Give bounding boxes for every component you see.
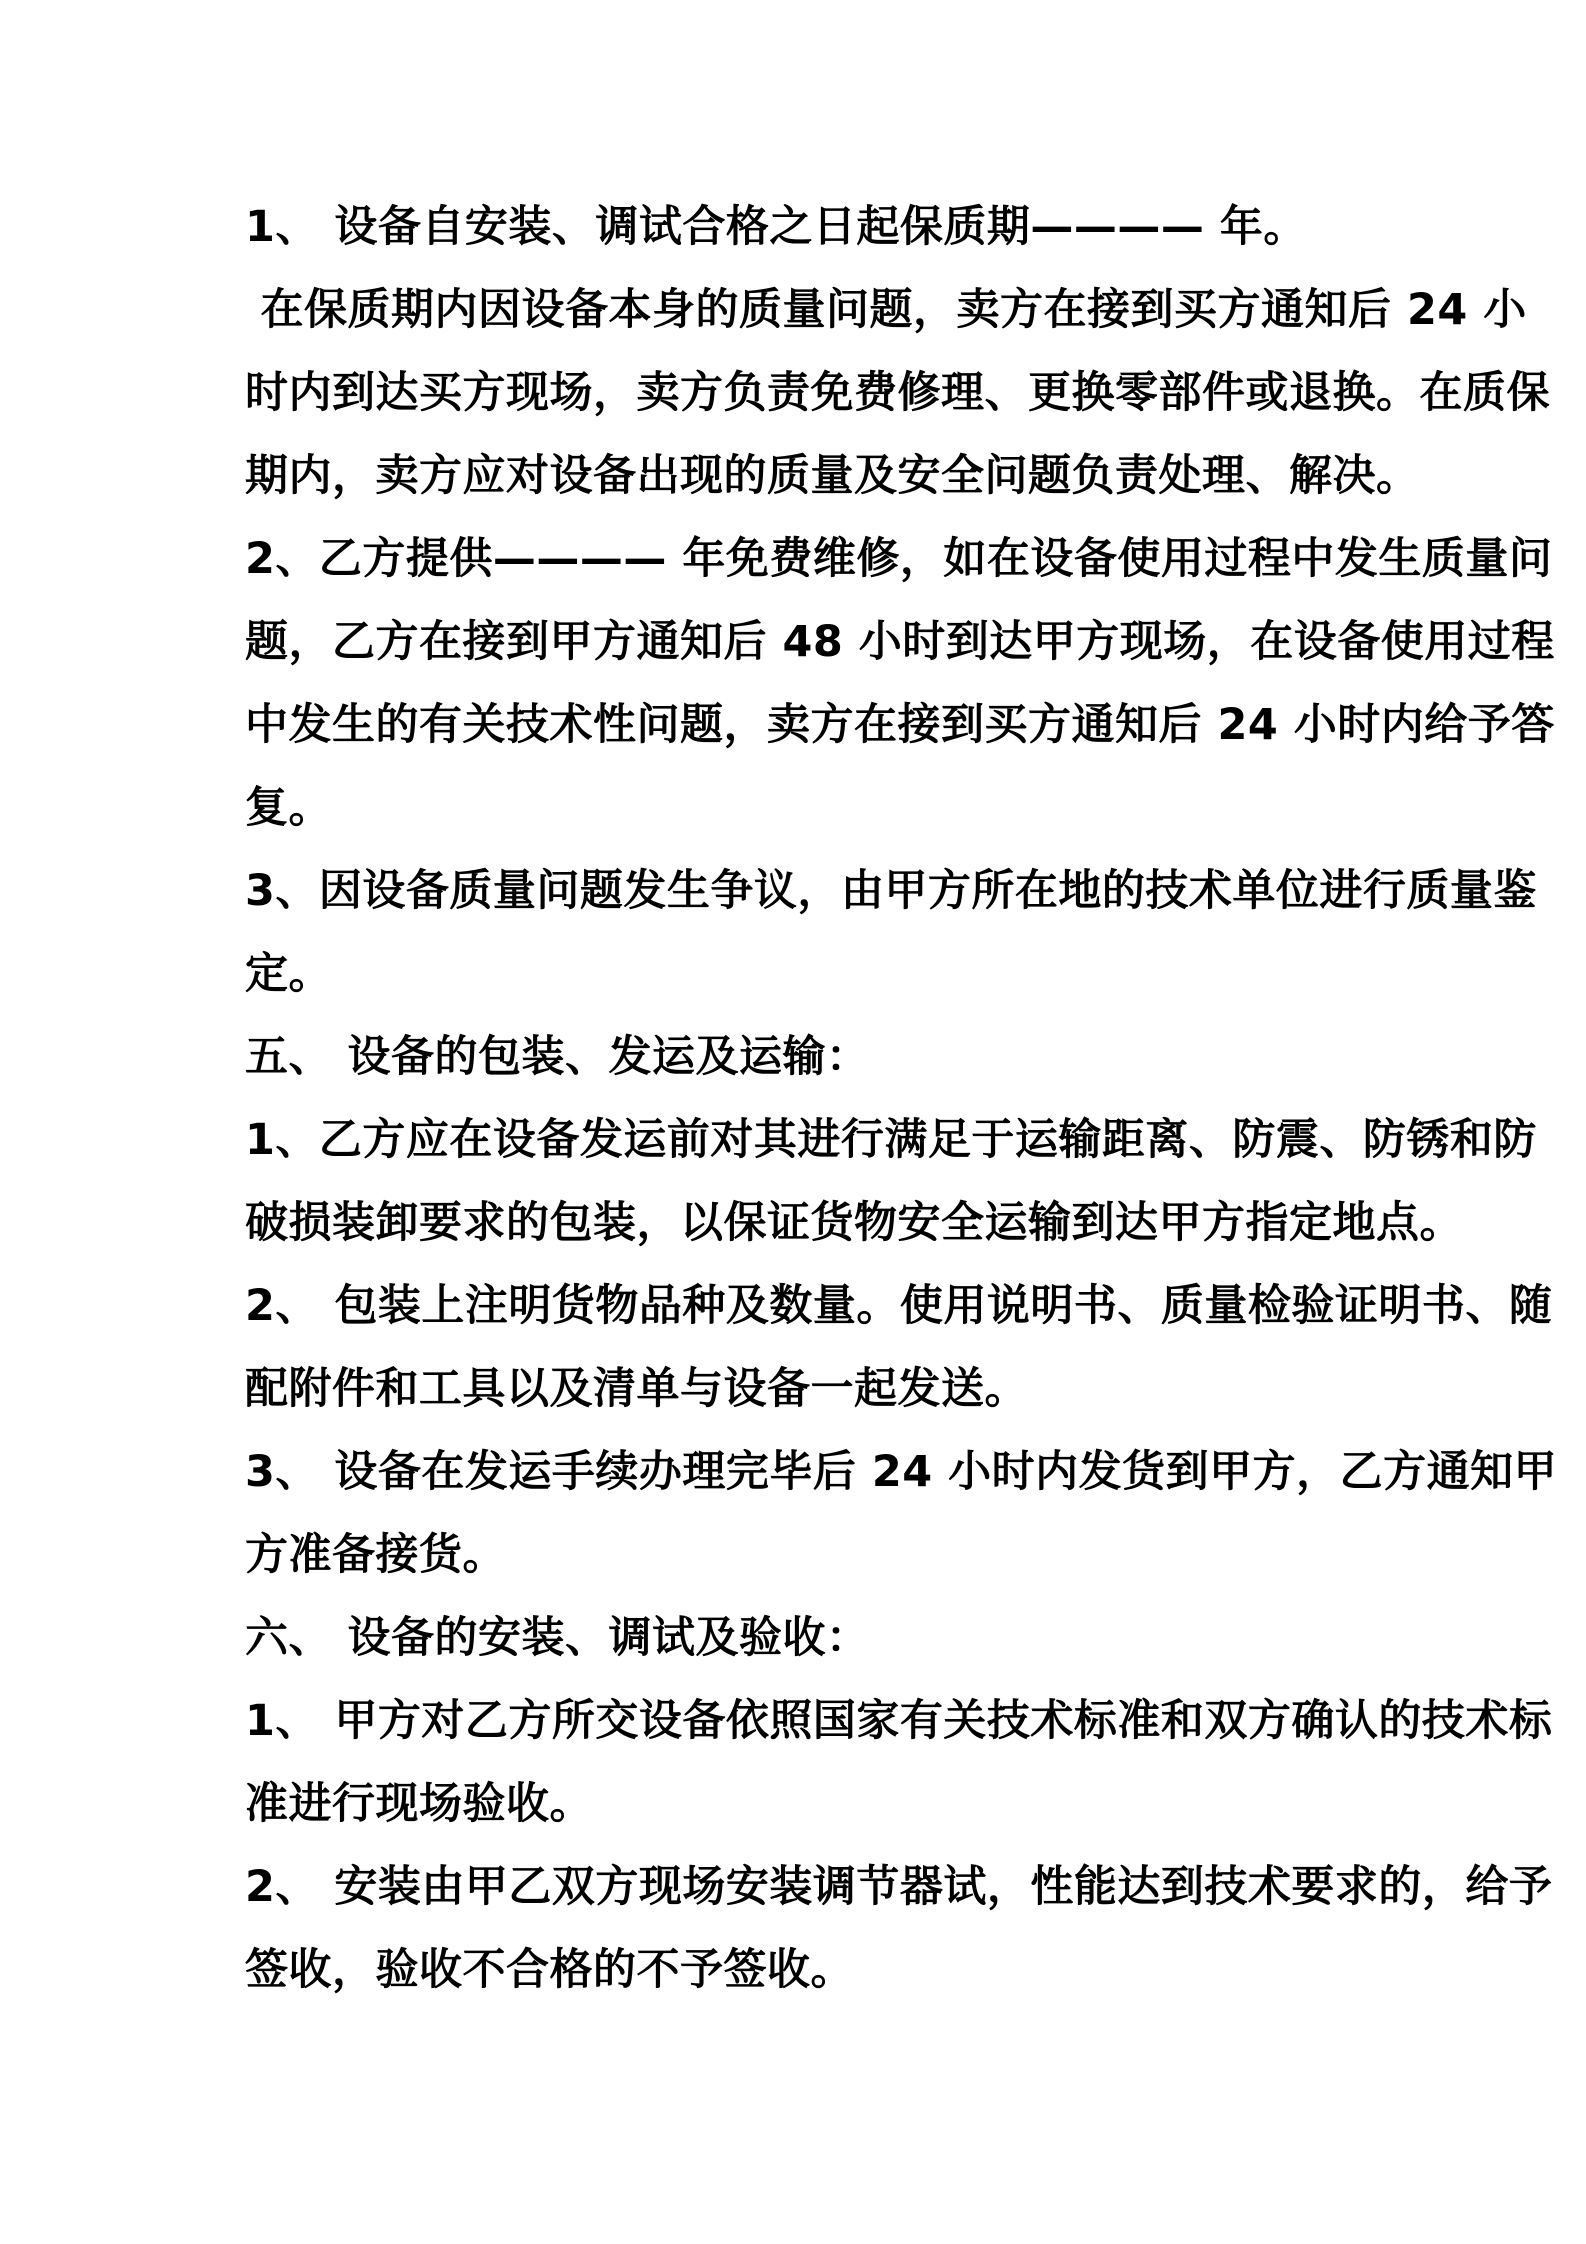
text-line: 1、 甲方对乙方所交设备依照国家有关技术标准和双方确认的技术标	[245, 1696, 1553, 1746]
text-line: 2、 安装由甲乙双方现场安装调节器试，性能达到技术要求的，给予	[245, 1862, 1553, 1912]
text-line: 在保质期内因设备本身的质量问题，卖方在接到买方通知后 24 小	[245, 285, 1527, 335]
text-line: 中发生的有关技术性问题，卖方在接到买方通知后 24 小时内给予答	[245, 700, 1555, 750]
text-line: 定。	[245, 949, 332, 999]
text-line: 期内，卖方应对设备出现的质量及安全问题负责处理、解决。	[245, 451, 1420, 501]
text-line: 2、 包装上注明货物品种及数量。使用说明书、质量检验证明书、随	[245, 1281, 1553, 1331]
text-line: 签收，验收不合格的不予签收。	[245, 1945, 854, 1995]
document-text-block	[245, 186, 1558, 2012]
text-line: 1、乙方应在设备发运前对其进行满足于运输距离、防震、防锈和防	[245, 1115, 1537, 1165]
text-line: 五、 设备的包装、发运及运输：	[245, 1032, 870, 1082]
text-line: 3、 设备在发运手续办理完毕后 24 小时内发货到甲方，乙方通知甲	[245, 1447, 1558, 1497]
text-line: 方准备接货。	[245, 1530, 506, 1580]
text-line: 六、 设备的安装、调试及验收：	[245, 1613, 870, 1663]
text-line: 题，乙方在接到甲方通知后 48 小时到达甲方现场，在设备使用过程	[245, 617, 1555, 667]
text-line: 2、乙方提供———— 年免费维修，如在设备使用过程中发生质量问	[245, 534, 1553, 584]
text-line: 配附件和工具以及清单与设备一起发送。	[245, 1364, 1028, 1414]
text-line: 复。	[245, 783, 332, 833]
text-line: 准进行现场验收。	[245, 1779, 593, 1829]
text-line: 时内到达买方现场，卖方负责免费修理、更换零部件或退换。在质保	[245, 368, 1550, 418]
text-line: 破损装卸要求的包装，以保证货物安全运输到达甲方指定地点。	[245, 1198, 1463, 1248]
text-line: 1、 设备自安装、调试合格之日起保质期———— 年。	[245, 202, 1307, 252]
text-line: 3、因设备质量问题发生争议，由甲方所在地的技术单位进行质量鉴	[245, 866, 1537, 916]
